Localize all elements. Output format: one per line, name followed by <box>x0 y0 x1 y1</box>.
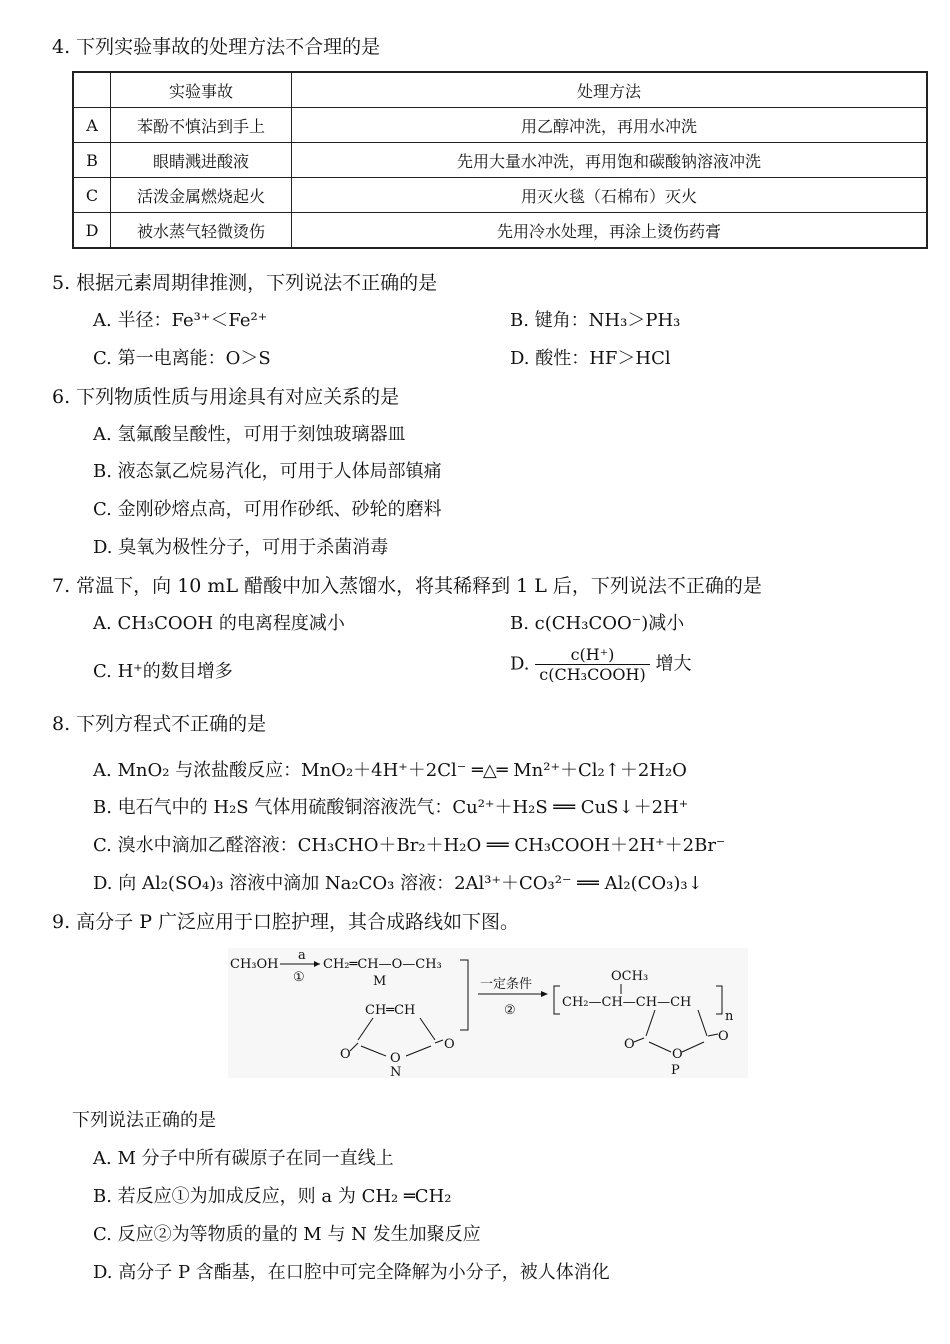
polymer-bracket-left <box>554 986 560 1014</box>
q7-option-a: A. CH₃COOH 的电离程度减小 <box>93 613 345 634</box>
ring-bond <box>649 1042 671 1052</box>
ring-bond <box>698 1010 707 1036</box>
ring-bond <box>361 1046 386 1056</box>
table-cell: D <box>73 213 111 249</box>
table-cell: 苯酚不慎沾到手上 <box>111 108 292 143</box>
carbonyl-bond <box>634 1038 644 1042</box>
header-cell: 实验事故 <box>111 72 292 108</box>
header-cell: 处理方法 <box>292 72 928 108</box>
q6-stem: 6. 下列物质性质与用途具有对应关系的是 <box>52 386 400 408</box>
ring-oxygen: O <box>672 1047 683 1062</box>
q7-option-c: C. H⁺的数目增多 <box>93 661 233 682</box>
ring-bond <box>406 1046 431 1056</box>
polymer-n: n <box>725 1009 734 1024</box>
table-cell: C <box>73 178 111 213</box>
methoxy-group: OCH₃ <box>611 969 649 984</box>
table-cell: 先用冷水处理，再涂上烫伤药膏 <box>292 213 928 249</box>
q8-option-b: B. 电石气中的 H₂S 气体用硫酸铜溶液洗气：Cu²⁺＋H₂S ══ CuS↓＋2H⁺ <box>93 797 689 818</box>
polymer-bracket-right <box>716 986 722 1014</box>
q9-stem: 9. 高分子 P 广泛应用于口腔护理，其合成路线如下图。 <box>52 911 520 933</box>
q9-option-a: A. M 分子中所有碳原子在同一直线上 <box>93 1148 394 1169</box>
q9-option-b: B. 若反应①为加成反应，则 a 为 CH₂ ═CH₂ <box>93 1186 452 1207</box>
carbonyl-oxygen: O <box>444 1037 455 1052</box>
q6-option-c: C. 金刚砂熔点高，可用作砂纸、砂轮的磨料 <box>93 499 442 520</box>
q9-lead: 下列说法正确的是 <box>72 1110 216 1131</box>
q6-option-a: A. 氢氟酸呈酸性，可用于刻蚀玻璃器皿 <box>93 424 406 445</box>
carbonyl-oxygen: O <box>624 1037 635 1052</box>
table-row <box>73 213 927 249</box>
q5-option-b: B. 键角：NH₃＞PH₃ <box>510 310 681 331</box>
table-row <box>73 178 927 213</box>
table-row <box>73 108 927 143</box>
n-top: CH═CH <box>365 1003 416 1018</box>
carbonyl-bond <box>435 1040 443 1043</box>
ring-oxygen: O <box>390 1051 401 1066</box>
condition-label: 一定条件 <box>480 977 533 992</box>
q8-stem: 8. 下列方程式不正确的是 <box>52 713 267 735</box>
table-cell: 被水蒸气轻微烫伤 <box>111 213 292 249</box>
q5-stem: 5. 根据元素周期律推测，下列说法不正确的是 <box>52 272 438 294</box>
q6-option-b: B. 液态氯乙烷易汽化，可用于人体局部镇痛 <box>93 461 442 482</box>
polymer-chain: CH₂—CH—CH—CH <box>562 995 692 1010</box>
ring-bond <box>682 1042 704 1052</box>
reagent-a: a <box>298 948 306 963</box>
n-label: N <box>390 1065 402 1078</box>
option-suffix: 增大 <box>655 653 692 675</box>
ring-bond <box>646 1010 655 1036</box>
step2-label: ② <box>504 1003 516 1018</box>
monomer-m: CH₂═CH—O—CH₃ <box>323 957 442 972</box>
carbonyl-bond <box>708 1034 718 1036</box>
table-cell: 用乙醇冲洗，再用水冲洗 <box>292 108 928 143</box>
reactant-bracket <box>460 960 468 1030</box>
table-row <box>73 143 927 178</box>
arrowhead <box>314 961 320 967</box>
q7-stem: 7. 常温下，向 10 mL 醋酸中加入蒸馏水，将其稀释到 1 L 后，下列说法不正确的是 <box>52 575 762 597</box>
q5-option-d: D. 酸性：HF＞HCl <box>510 348 671 369</box>
p-label: P <box>671 1063 680 1078</box>
fraction-denominator: c(CH₃COOH) <box>539 665 646 684</box>
carbonyl-bond <box>350 1043 358 1051</box>
table-header-row <box>73 72 927 108</box>
q4-table <box>72 71 928 249</box>
q9-option-d: D. 高分子 P 含酯基，在口腔中可完全降解为小分子，被人体消化 <box>93 1262 610 1283</box>
q7-option-d <box>510 645 691 684</box>
table-cell: 眼睛溅进酸液 <box>111 143 292 178</box>
ring-bond <box>358 1018 373 1040</box>
fraction-numerator: c(H⁺) <box>535 645 649 665</box>
table-cell: 用灭火毯（石棉布）灭火 <box>292 178 928 213</box>
header-cell <box>73 72 111 108</box>
m-label: M <box>373 974 387 989</box>
q9-option-c: C. 反应②为等物质的量的 M 与 N 发生加聚反应 <box>93 1224 481 1245</box>
option-label: D. <box>510 653 530 675</box>
arrowhead <box>541 991 548 997</box>
q8-option-c: C. 溴水中滴加乙醛溶液：CH₃CHO＋Br₂＋H₂O ══ CH₃COOH＋2H⁺＋2Br⁻ <box>93 835 726 856</box>
ring-bond <box>420 1018 435 1040</box>
q5-option-c: C. 第一电离能：O＞S <box>93 348 271 369</box>
q6-option-d: D. 臭氧为极性分子，可用于杀菌消毒 <box>93 537 389 558</box>
table-cell: A <box>73 108 111 143</box>
table-cell: 活泼金属燃烧起火 <box>111 178 292 213</box>
carbonyl-oxygen: O <box>340 1047 351 1062</box>
table-cell: 先用大量水冲洗，再用饱和碳酸钠溶液冲洗 <box>292 143 928 178</box>
q5-option-a: A. 半径：Fe³⁺＜Fe²⁺ <box>93 310 268 331</box>
table-cell: B <box>73 143 111 178</box>
q4-stem: 4. 下列实验事故的处理方法不合理的是 <box>52 36 381 58</box>
q8-option-d: D. 向 Al₂(SO₄)₃ 溶液中滴加 Na₂CO₃ 溶液：2Al³⁺＋CO₃²⁻ ══ Al₂(CO₃)₃↓ <box>93 873 703 894</box>
step1-label: ① <box>293 970 305 985</box>
synthesis-scheme <box>228 948 748 1078</box>
q8-option-a: A. MnO₂ 与浓盐酸反应：MnO₂＋4H⁺＋2Cl⁻ ═△═ Mn²⁺＋Cl₂↑＋2H₂O <box>93 760 687 781</box>
q7-option-b: B. c(CH₃COO⁻)减小 <box>510 613 685 634</box>
methanol-label: CH₃OH <box>230 957 279 972</box>
fraction <box>535 645 649 684</box>
carbonyl-oxygen: O <box>718 1029 729 1044</box>
